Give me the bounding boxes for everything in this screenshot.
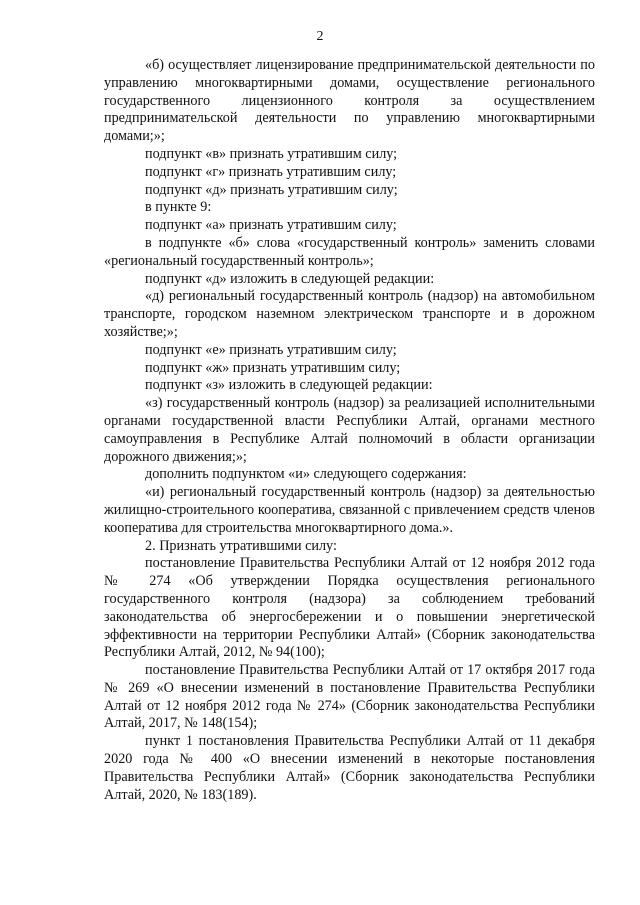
paragraph-subpoint-b-licensing: «б) осуществляет лицензирование предпринимательской деятельности по управлению многоквартирными домами, осуществление регионального государственного лицензионного контроля за осуществлением предпринимательской деятельности по управлению многоквартирными домами;»; [104,57,595,145]
paragraph-subpoint-v-repeal: подпункт «в» признать утратившим силу; [145,145,398,162]
paragraph-subpoint-g-repeal: подпункт «г» признать утратившим силу; [145,163,397,180]
paragraph-resolution-400: пункт 1 постановления Правительства Республики Алтай от 11 декабря 2020 года № 400 «О внесении изменений в некоторые постановления Правительства Республики Алтай» (Сборник законодательства Республики Алтай, 2020, № 183(189). [104,733,595,803]
paragraph-resolution-274: постановление Правительства Республики Алтай от 12 ноября 2012 года № 274 «Об утверждении Порядка осуществления регионального государственного контроля (надзора) за соблюдением требований законодательства об энергосбережении и о повышении энергетической эффективности на территории Республики Алтай» (Сборник законодательства Республики Алтай, 2012, № 94(100); [104,555,595,661]
paragraph-subpoint-d-new-wording: подпункт «д» изложить в следующей редакции: [145,270,435,287]
paragraph-subpoint-i-text: «и) региональный государственный контроль (надзор) за деятельностью жилищно-строительного кооператива, связанной с привлечением средств членов кооператива для строительства многоквартирного дома.». [104,484,595,536]
paragraph-add-subpoint-i: дополнить подпунктом «и» следующего содержания: [145,466,467,483]
paragraph-subpoint-zh-repeal: подпункт «ж» признать утратившим силу; [145,359,401,376]
paragraph-subpoint-e-repeal: подпункт «е» признать утратившим силу; [145,341,397,358]
paragraph-resolution-269: постановление Правительства Республики Алтай от 17 октября 2017 года № 269 «О внесении изменений в постановление Правительства Республики Алтай от 12 ноября 2012 года № 274» (Сборник законодательства Республики Алтай, 2017, № 148(154); [104,662,595,732]
paragraph-subpoint-b-replace: в подпункте «б» слова «государственный контроль» заменить словами «региональный государственный контроль»; [104,234,595,269]
document-body [104,57,595,804]
paragraph-subpoint-d-text: «д) региональный государственный контроль (надзор) на автомобильном транспорте, городском наземном электрическом транспорте и в дорожном хозяйстве;»; [104,288,595,340]
paragraph-subpoint-d-repeal: подпункт «д» признать утратившим силу; [145,181,398,198]
paragraph-point-9: в пункте 9: [145,199,212,216]
page-number: 2 [316,29,324,44]
paragraph-subpoint-a-repeal: подпункт «а» признать утратившим силу; [145,217,397,234]
paragraph-section-2-heading: 2. Признать утратившими силу: [145,537,337,554]
paragraph-subpoint-z-text: «з) государственный контроль (надзор) за реализацией исполнительными органами государственной власти Республики Алтай, органами местного самоуправления в Республике Алтай полномочий в области организации дорожного движения;»; [104,395,595,465]
paragraph-subpoint-z-new-wording: подпункт «з» изложить в следующей редакции: [145,377,433,394]
